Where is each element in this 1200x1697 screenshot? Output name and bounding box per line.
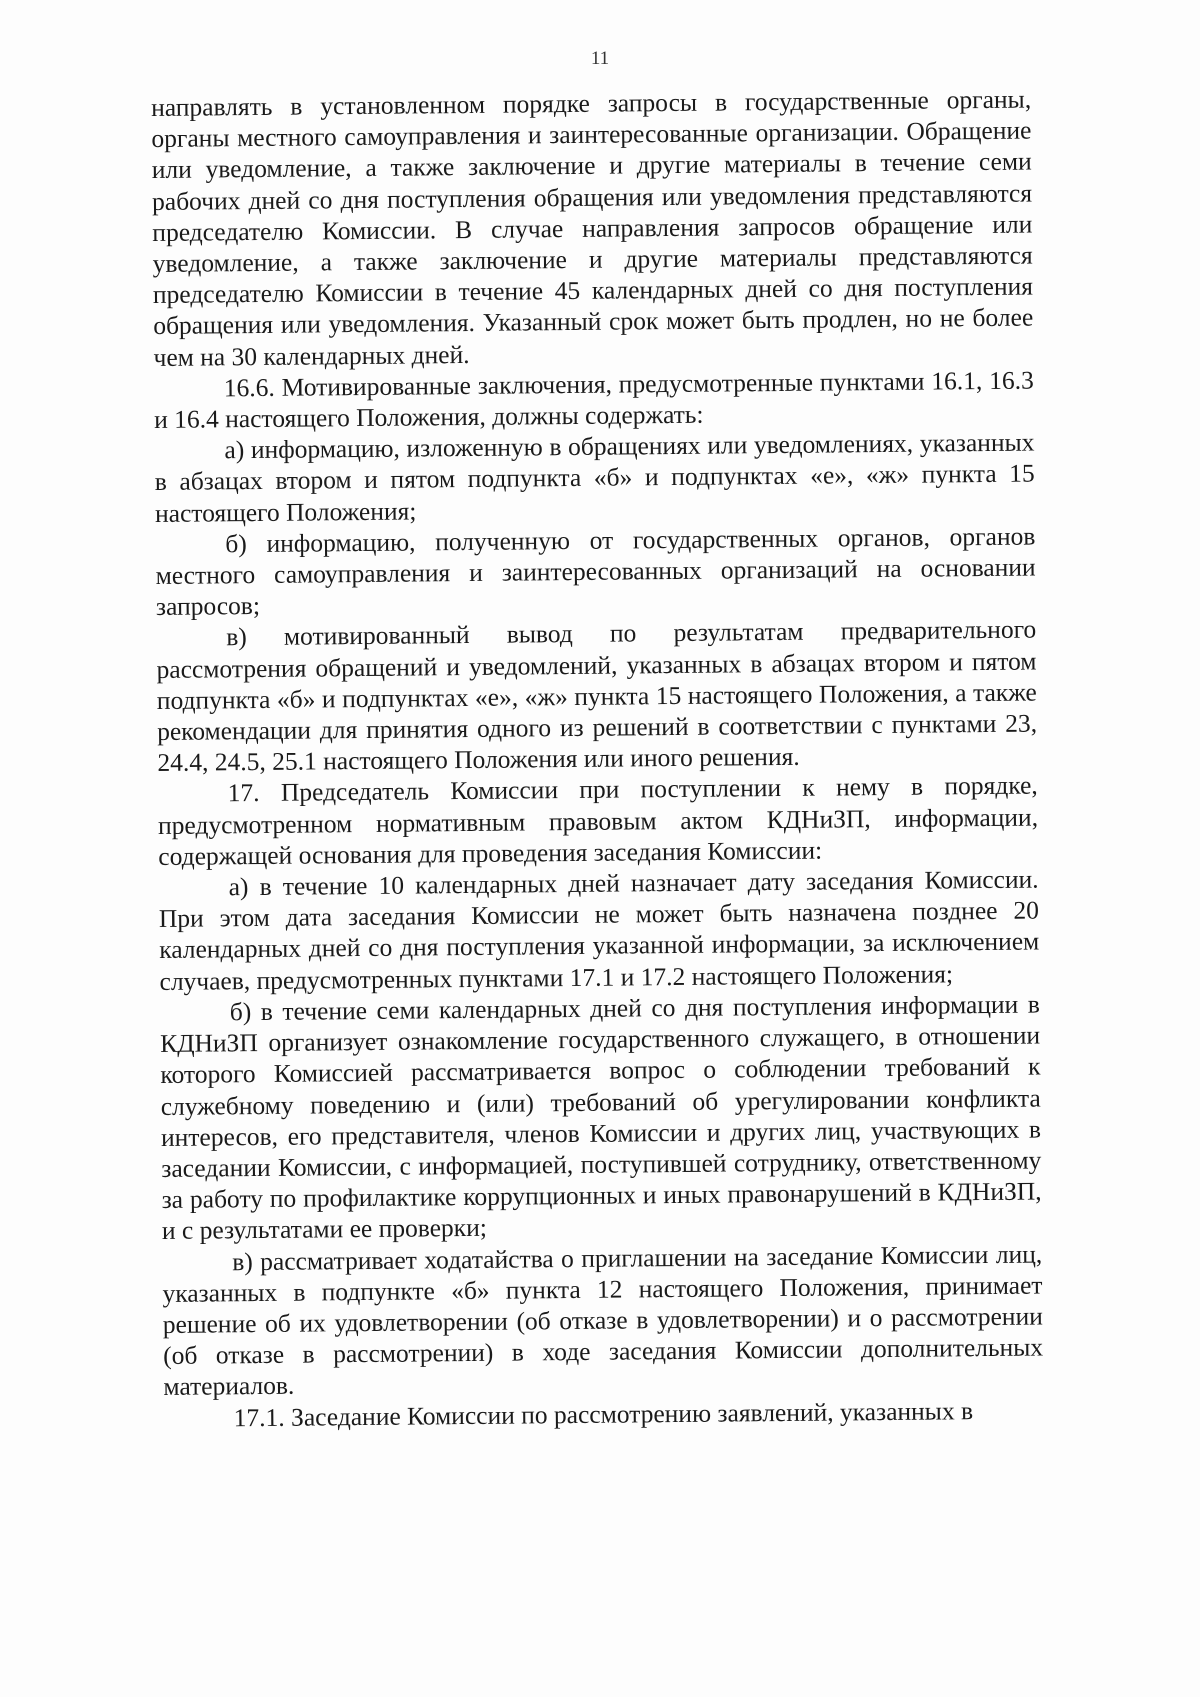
paragraph-16-6: 16.6. Мотивированные заключения, предусмотренные пунктами 16.1, 16.3 и 16.4 настоящего Положения, должны содержать:	[154, 365, 1034, 435]
paragraph-16-6-a: а) информацию, изложенную в обращениях или уведомлениях, указанных в абзацах втором и пятом подпункта «б» и подпунктах «е», «ж» пункта 15 настоящего Положения;	[154, 427, 1035, 528]
page-number: 11	[590, 48, 610, 69]
paragraph-17-a: а) в течение 10 календарных дней назначает дату заседания Комиссии. При этом дата заседания Комиссии не может быть назначена позднее 20 календарных дней со дня поступления указанной информации, за исключением случаев, предусмотренных пунктами 17.1 и 17.2 настоящего Положения;	[158, 864, 1040, 996]
paragraph-17-b: б) в течение семи календарных дней со дня поступления информации в КДНиЗП организует ознакомление государственного служащего, в отношении которого Комиссией рассматривается вопрос о соблюдении требований к служебному поведению и (или) требований об урегулировании конфликта интересов, его представителя, членов Комиссии и других лиц, участвующих в заседании Комиссии, с информацией, поступившей сотруднику, ответственному за работу по профилактике коррупционных и иных правонарушений в КДНиЗП, и с результатами ее проверки;	[159, 989, 1042, 1246]
paragraph-17-1: 17.1. Заседание Комиссии по рассмотрению заявлений, указанных в	[233, 1395, 974, 1432]
paragraph-17-v: в) рассматривает ходатайства о приглашении на заседание Комиссии лиц, указанных в подпункте «б» пункта 12 настоящего Положения, принимает решение об их удовлетворении (об отказе в удовлетворении) и о рассмотрении (об отказе в рассмотрении) в ходе заседания Комиссии дополнительных материалов.	[162, 1239, 1044, 1402]
document-body	[151, 84, 1044, 1434]
paragraph-16-6-v: в) мотивированный вывод по результатам предварительного рассмотрения обращений и уведомлений, указанных в абзацах втором и пятом подпункта «б» и подпунктах «е», «ж» пункта 15 настоящего Положения, а также рекомендации для принятия одного из решений в соответствии с пунктами 23, 24.4, 24.5, 25.1 настоящего Положения или иного решения.	[156, 614, 1038, 778]
paragraph-16-6-b: б) информацию, полученную от государственных органов, органов местного самоуправления и заинтересованных организаций на основании запросов;	[155, 521, 1036, 622]
paragraph-requests-and-deadlines: направлять в установленном порядке запросы в государственные органы, органы местного самоуправления и заинтересованные организации. Обращение или уведомление, а также заключение и другие материалы в течение семи рабочих дней со дня поступления обращения или уведомления представляются председателю Комиссии. В случае направления запросов обращение или уведомление, а также заключение и другие материалы представляются председателю Комиссии в течение 45 календарных дней со дня поступления обращения или уведомления. Указанный срок может быть продлен, но не более чем на 30 календарных дней.	[151, 84, 1034, 372]
paragraph-17: 17. Председатель Комиссии при поступлении к нему в порядке, предусмотренном нормативным правовым актом КДНиЗП, информации, содержащей основания для проведения заседания Комиссии:	[157, 770, 1039, 871]
